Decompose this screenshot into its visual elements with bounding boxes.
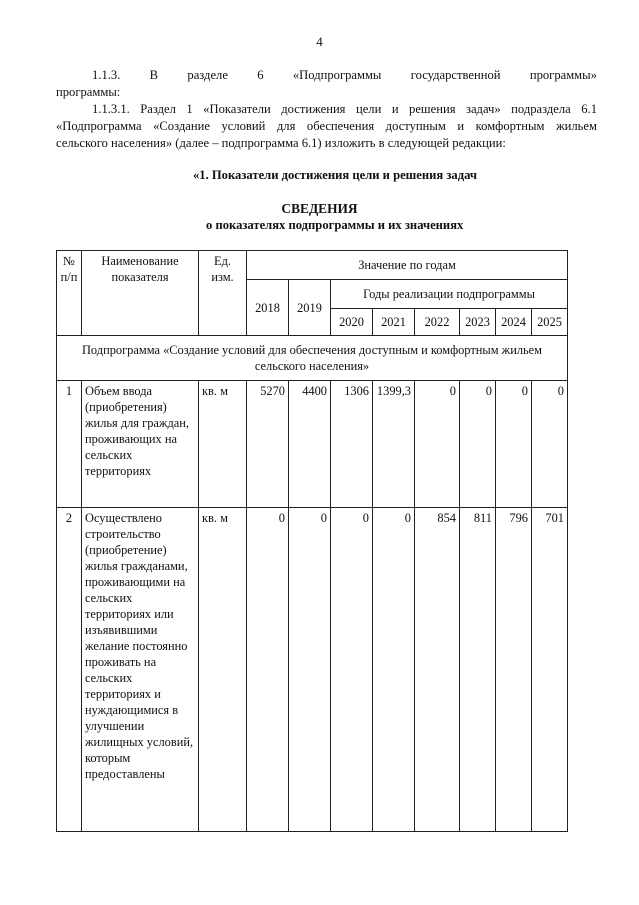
intro-paragraph-1-line-1 — [92, 68, 597, 83]
header-unit: Ед. изм. — [199, 251, 247, 336]
row-2-value-2024: 796 — [496, 508, 532, 832]
row-1-value-2025: 0 — [532, 381, 568, 508]
row-2-value-2022: 854 — [415, 508, 460, 832]
page-number: 4 — [316, 34, 323, 49]
row-1-unit: кв. м — [199, 381, 247, 508]
intro-paragraph-2-line-1: 1.1.3.1. Раздел 1 «Показатели достижения цели и решения задач» подраздела 6.1 — [92, 102, 597, 116]
document-title: СВЕДЕНИЯ — [281, 201, 358, 216]
header-year-2025: 2025 — [532, 309, 568, 336]
row-1-value-2020: 1306 — [331, 381, 373, 508]
row-2-value-2023: 811 — [460, 508, 496, 832]
intro-word: 1.1.3. — [92, 68, 121, 82]
row-1-value-2022: 0 — [415, 381, 460, 508]
row-1-value-2019: 4400 — [289, 381, 331, 508]
row-1-num: 1 — [57, 381, 82, 508]
intro-paragraph-1-line-2: программы: — [56, 85, 121, 99]
row-2-num: 2 — [57, 508, 82, 832]
header-num: № п/п — [57, 251, 82, 336]
row-2-value-2019: 0 — [289, 508, 331, 832]
row-1-value-2023: 0 — [460, 381, 496, 508]
row-2-name: Осуществлено строительство (приобретение) жилья гражданами, проживающими на сельских территориях или изъявившими желание постоянно проживать на сельских территориях и нуждающимися в улучшении жилищных условий, которым предоставлены — [82, 508, 199, 832]
row-2-value-2018: 0 — [247, 508, 289, 832]
row-2-unit: кв. м — [199, 508, 247, 832]
intro-word: «Подпрограммы — [292, 68, 382, 82]
intro-paragraph-2-line-3: сельского населения» (далее – подпрограмма 6.1) изложить в следующей редакции: — [56, 136, 506, 150]
intro-paragraph-2-line-2: «Подпрограмма «Создание условий для обеспечения доступным и комфортным жильем — [56, 119, 597, 133]
header-year-2022: 2022 — [415, 309, 460, 336]
intro-word: В — [149, 68, 159, 82]
header-years-implementation: Годы реализации подпрограммы — [331, 280, 568, 309]
intro-word: программы» — [529, 68, 597, 82]
indicators-table — [56, 250, 568, 832]
header-year-2020: 2020 — [331, 309, 373, 336]
intro-word: 6 — [257, 68, 264, 82]
section-heading: «1. Показатели достижения цели и решения задач — [193, 168, 477, 182]
row-2-value-2021: 0 — [373, 508, 415, 832]
row-2-value-2025: 701 — [532, 508, 568, 832]
row-1-value-2024: 0 — [496, 381, 532, 508]
header-year-2024: 2024 — [496, 309, 532, 336]
header-year-2018: 2018 — [247, 280, 289, 336]
intro-word: разделе — [187, 68, 228, 82]
row-1-value-2021: 1399,3 — [373, 381, 415, 508]
header-year-2023: 2023 — [460, 309, 496, 336]
header-values-by-year: Значение по годам — [247, 251, 568, 280]
row-1-name: Объем ввода (приобретения) жилья для граждан, проживающих на сельских территориях — [82, 381, 199, 508]
subprogram-row: Подпрограмма «Создание условий для обеспечения доступным и комфортным жильем сельского населения» — [57, 336, 568, 381]
intro-word: государственной — [410, 68, 501, 82]
header-name: Наименование показателя — [82, 251, 199, 336]
header-year-2019: 2019 — [289, 280, 331, 336]
document-subtitle: о показателях подпрограммы и их значениях — [206, 218, 464, 232]
row-1-value-2018: 5270 — [247, 381, 289, 508]
row-2-value-2020: 0 — [331, 508, 373, 832]
header-year-2021: 2021 — [373, 309, 415, 336]
